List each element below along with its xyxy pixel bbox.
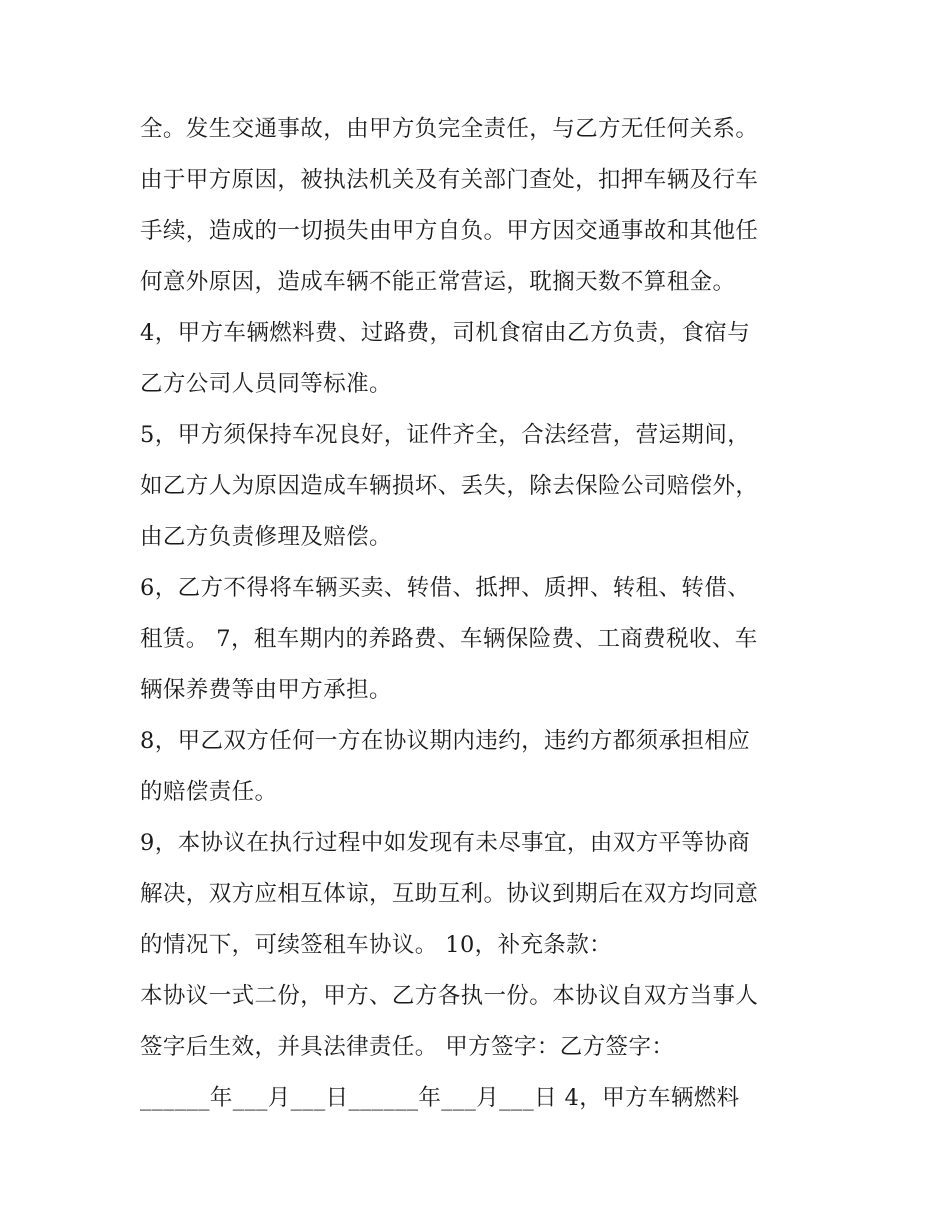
text-line: 9，本协议在执行过程中如发现有未尽事宜，由双方平等协商 [140, 830, 751, 856]
text-line: 8，甲乙双方任何一方在协议期内违约，违约方都须承担相应 [140, 728, 751, 754]
text-line: 租赁。 7，租车期内的养路费、车辆保险费、工商费税收、车 [140, 626, 758, 652]
text-line: 乙方公司人员同等标准。 [140, 371, 392, 397]
text-line: 如乙方人为原因造成车辆损坏、丢失，除去保险公司赔偿外， [140, 473, 759, 499]
text-line: 解决，双方应相互体谅，互助互利。协议到期后在双方均同意 [140, 881, 759, 907]
text-line: 手续，造成的一切损失由甲方自负。甲方因交通事故和其他任 [140, 218, 759, 244]
text-line: 本协议一式二份，甲方、乙方各执一份。本协议自双方当事人 [140, 983, 759, 1009]
text-line: 6，乙方不得将车辆买卖、转借、抵押、质押、转租、转借、 [140, 575, 751, 601]
text-line: 辆保养费等由甲方承担。 [140, 677, 392, 703]
text-line: 的赔偿责任。 [140, 779, 278, 805]
text-line: 5，甲方须保持车况良好，证件齐全，合法经营，营运期间， [140, 422, 751, 448]
contract-text [140, 104, 820, 1124]
text-line: 由乙方负责修理及赔偿。 [140, 524, 392, 550]
text-line: 签字后生效，并具法律责任。 甲方签字：乙方签字： [140, 1034, 675, 1060]
text-line: 何意外原因，造成车辆不能正常营运，耽搁天数不算租金。 [140, 269, 736, 295]
text-line: 由于甲方原因，被执法机关及有关部门查处，扣押车辆及行车 [140, 167, 759, 193]
text-line: 的情况下，可续签租车协议。 10，补充条款： [140, 932, 613, 958]
text-line: 全。发生交通事故，由甲方负完全责任，与乙方无任何关系。 [140, 116, 759, 142]
text-line: 4，甲方车辆燃料费、过路费，司机食宿由乙方负责，食宿与 [140, 320, 751, 346]
signature-date-line: ______年___月___日______年___月___日 4，甲方车辆燃料 [140, 1085, 740, 1111]
